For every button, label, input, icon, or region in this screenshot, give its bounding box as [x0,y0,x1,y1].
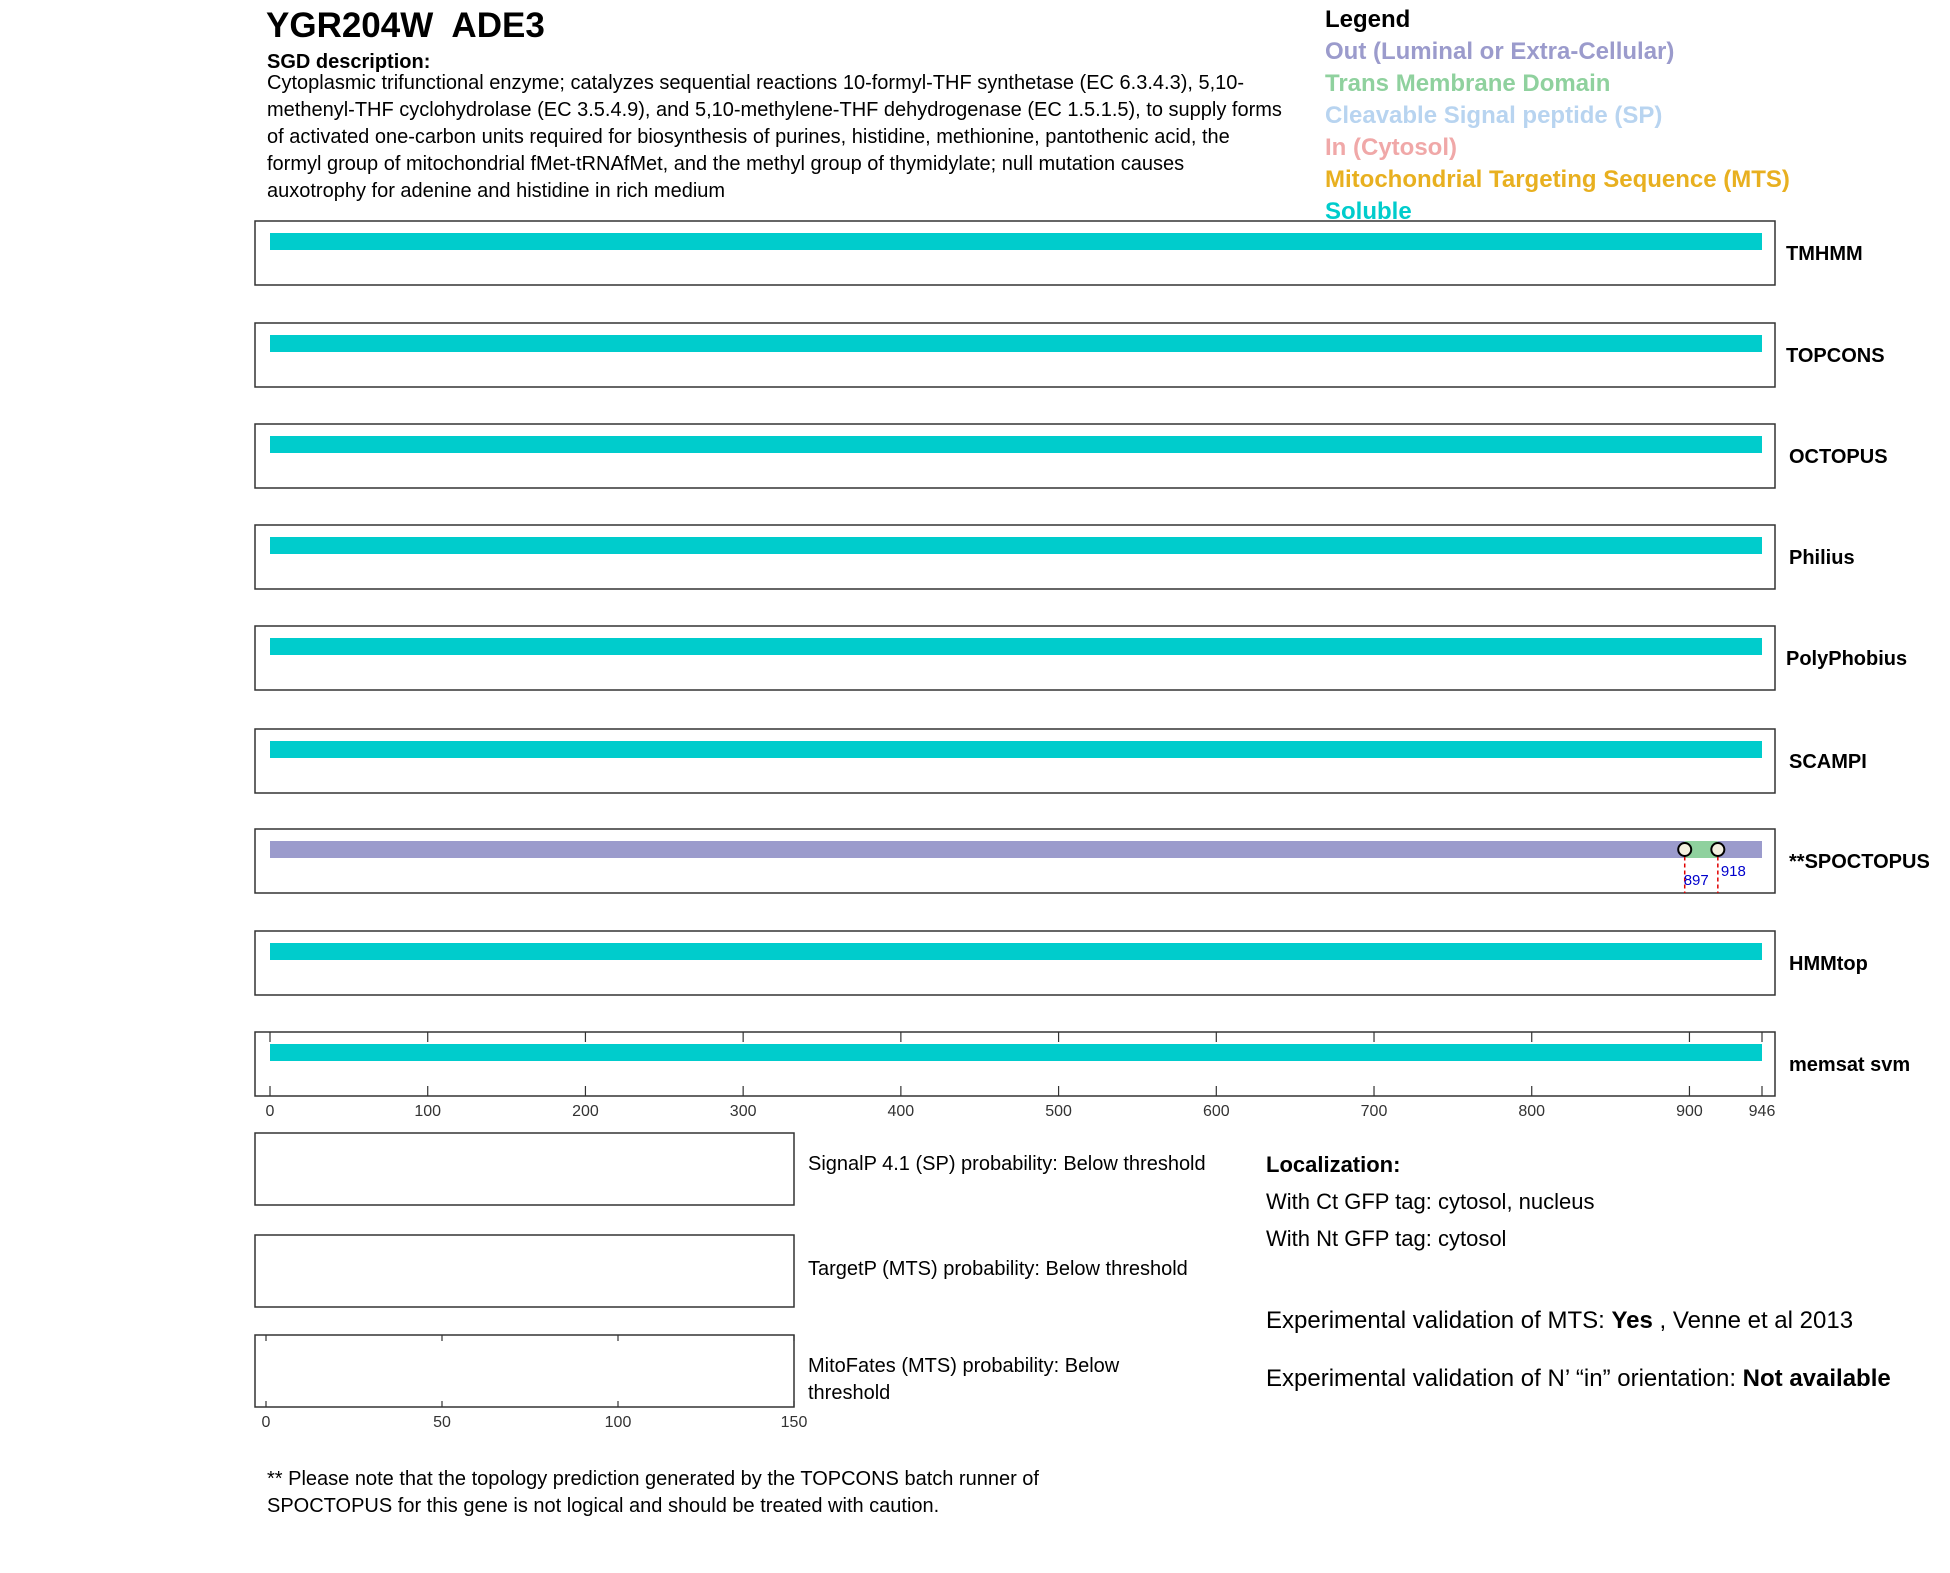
mts-validation: Experimental validation of MTS: Yes , Venne et al 2013 [1266,1307,1854,1334]
marker-label: 897 [1683,872,1709,889]
track-label: TOPCONS [1786,345,1885,367]
legend-item-soluble: Soluble [1325,198,1412,225]
prob-x-tick-label: 100 [604,1414,632,1431]
prob-x-tick-label: 50 [433,1414,451,1431]
prob-x-tick-label: 150 [780,1414,808,1431]
segment-bar [270,233,1762,250]
segment-bar [270,741,1762,758]
track-label: OCTOPUS [1789,446,1888,468]
legend-item-mts: Mitochondrial Targeting Sequence (MTS) [1325,166,1790,193]
x-tick-label: 700 [1360,1103,1388,1120]
track-label: TMHMM [1786,243,1863,265]
x-tick-label: 0 [265,1103,275,1120]
marker-circle [1711,843,1724,856]
marker-circle [1678,843,1691,856]
track-label: **SPOCTOPUS [1789,851,1930,873]
segment-bar [270,943,1762,960]
description-text: Cytoplasmic trifunctional enzyme; catalyzes sequential reactions 10-formyl-THF synthetase (EC 6.3.4.3), 5,10-methenyl-THF cyclohydrolase (EC 3.5.4.9), and 5,10-methylene-THF dehydrogenase (EC 1.5.1.5), to supply forms of activated one-carbon units required for biosynthesis of purines, histidine, methionine, pantothenic acid, the formyl group of mitochondrial fMet-tRNAfMet, and the methyl group of thymidylate; null mutation causes auxotrophy for adenine and histidine in rich medium [267,72,1282,202]
footnote: ** Please note that the topology prediction generated by the TOPCONS batch runner of SPOCTOPUS for this gene is not logical and should be treated with caution. [267,1468,1039,1517]
probability-box [255,1235,794,1307]
segment-bar [270,638,1762,655]
description-label: SGD description: [267,51,431,73]
localization [1266,1146,1595,1257]
probability-box [255,1335,794,1407]
x-tick-label: 300 [729,1103,757,1120]
page-title: YGR204W ADE3 [266,6,545,45]
legend-title: Legend [1325,6,1411,33]
legend-item-out: Out (Luminal or Extra-Cellular) [1325,38,1675,65]
localization-heading: Localization: [1266,1152,1401,1177]
mitofates-label: MitoFates (MTS) probability: Below threshold [808,1355,1120,1404]
track-box [255,525,1775,589]
x-tick-label: 100 [414,1103,442,1120]
track-label: HMMtop [1789,953,1868,975]
x-tick-label: 500 [1045,1103,1072,1120]
orientation-validation-value: Not available [1742,1365,1891,1392]
validation [1266,1305,1906,1421]
x-tick-label: 200 [572,1103,599,1120]
segment-bar [270,436,1762,453]
segment-bar [270,841,1685,858]
track-box [255,729,1775,793]
track-box [255,931,1775,995]
segment-bar [270,537,1762,554]
localization-nt: With Nt GFP tag: cytosol [1266,1226,1507,1251]
track-box [255,1032,1775,1096]
segment-bar [270,1044,1762,1061]
track-box [255,424,1775,488]
track-box [255,221,1775,285]
x-tick-label: 600 [1202,1103,1230,1120]
x-tick-label: 946 [1748,1103,1776,1120]
segment-bar [270,335,1762,352]
legend-item-in: In (Cytosol) [1325,134,1457,161]
x-tick-label: 400 [887,1103,915,1120]
signalp-label: SignalP 4.1 (SP) probability: Below threshold [808,1153,1206,1175]
prob-x-tick-label: 0 [261,1414,271,1431]
track-box [255,323,1775,387]
localization-ct: With Ct GFP tag: cytosol, nucleus [1266,1189,1595,1214]
track-label: SCAMPI [1789,751,1867,773]
x-tick-label: 800 [1518,1103,1546,1120]
track-label: memsat svm [1789,1054,1911,1076]
track-label: PolyPhobius [1786,648,1908,670]
track-box [255,829,1775,893]
orientation-validation: Experimental validation of N’ “in” orientation: Not available [1266,1365,1891,1392]
legend-item-sp: Cleavable Signal peptide (SP) [1325,102,1663,129]
mts-validation-value: Yes [1611,1307,1653,1334]
marker-label: 918 [1720,863,1746,880]
targetp-label: TargetP (MTS) probability: Below threshold [808,1258,1188,1280]
legend-item-tm: Trans Membrane Domain [1325,70,1611,97]
x-tick-label: 900 [1676,1103,1703,1120]
probability-box [255,1133,794,1205]
track-label: Philius [1789,547,1855,569]
track-box [255,626,1775,690]
